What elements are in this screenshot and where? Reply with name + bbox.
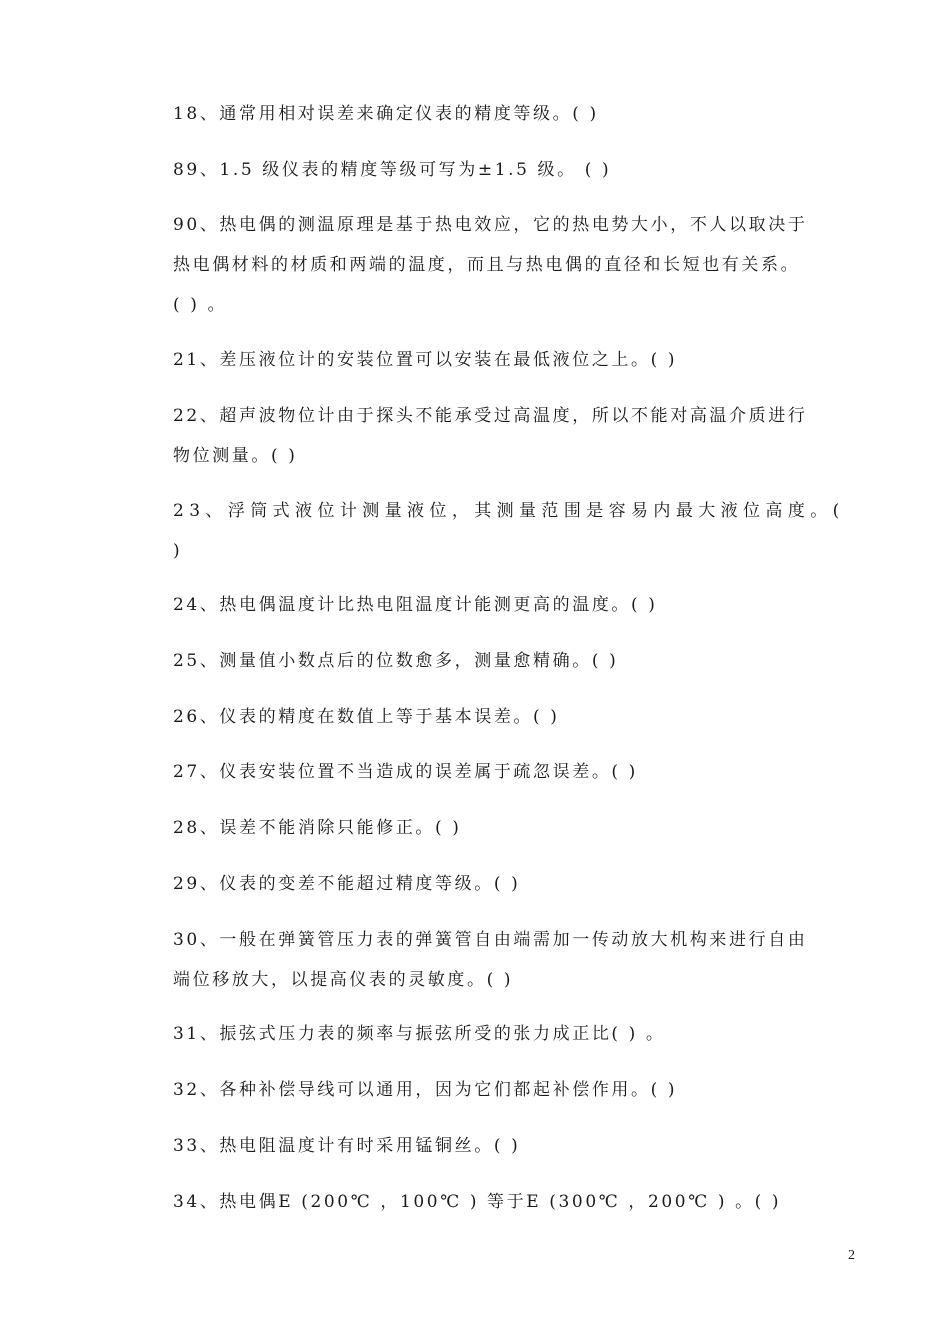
question-21 xyxy=(173,340,863,380)
question-line: 23、浮筒式液位计测量液位，其测量范围是容易内最大液位高度。( xyxy=(173,501,845,521)
question-line: 34、热电偶E (200℃ ，100℃ ) 等于E (300℃ ，200℃ ) 。( ) xyxy=(173,1192,782,1212)
question-line: 18、通常用相对误差来确定仪表的精度等级。( ) xyxy=(173,104,599,124)
question-line: 32、各种补偿导线可以通用，因为它们都起补偿作用。( ) xyxy=(173,1080,678,1100)
question-line: 31、振弦式压力表的频率与振弦所受的张力成正比( ) 。 xyxy=(173,1024,666,1044)
question-29 xyxy=(173,864,863,904)
question-26 xyxy=(173,697,863,737)
question-line: 89、1.5 级仪表的精度等级可写为±1.5 级。 ( ) xyxy=(173,160,612,180)
question-30 xyxy=(173,920,863,1000)
question-line: 30、一般在弹簧管压力表的弹簧管自由端需加一传动放大机构来进行自由 xyxy=(173,930,808,950)
question-line: 热电偶材料的材质和两端的温度，而且与热电偶的直径和长短也有关系。 xyxy=(173,255,801,275)
question-33 xyxy=(173,1126,863,1166)
question-90 xyxy=(173,205,863,325)
question-25 xyxy=(173,641,863,681)
question-line: 22、超声波物位计由于探头不能承受过高温度，所以不能对高温介质进行 xyxy=(173,406,808,426)
question-line: 25、测量值小数点后的位数愈多，测量愈精确。( ) xyxy=(173,651,619,671)
question-line: 端位移放大，以提高仪表的灵敏度。( ) xyxy=(173,970,514,990)
question-27 xyxy=(173,752,863,792)
question-23 xyxy=(173,491,863,571)
question-line: ( ) 。 xyxy=(173,295,228,315)
question-line: 33、热电阻温度计有时采用锰铜丝。( ) xyxy=(173,1136,521,1156)
question-28 xyxy=(173,808,863,848)
question-89 xyxy=(173,150,863,190)
question-32 xyxy=(173,1070,863,1110)
question-22 xyxy=(173,396,863,476)
question-31 xyxy=(173,1014,863,1054)
question-line: 28、误差不能消除只能修正。( ) xyxy=(173,818,462,838)
question-line: 29、仪表的变差不能超过精度等级。( ) xyxy=(173,874,521,894)
question-line: 26、仪表的精度在数值上等于基本误差。( ) xyxy=(173,707,560,727)
question-line: 27、仪表安装位置不当造成的误差属于疏忽误差。( ) xyxy=(173,762,638,782)
question-34 xyxy=(173,1182,863,1222)
question-line: ) xyxy=(173,541,183,561)
question-line: 90、热电偶的测温原理是基于热电效应，它的热电势大小，不人以取决于 xyxy=(173,215,808,235)
question-line: 24、热电偶温度计比热电阻温度计能测更高的温度。( ) xyxy=(173,595,658,615)
question-line: 物位测量。( ) xyxy=(173,446,298,466)
question-18 xyxy=(173,94,863,134)
question-24 xyxy=(173,585,863,625)
page-number: 2 xyxy=(848,1248,855,1263)
question-line: 21、差压液位计的安装位置可以安装在最低液位之上。( ) xyxy=(173,350,678,370)
